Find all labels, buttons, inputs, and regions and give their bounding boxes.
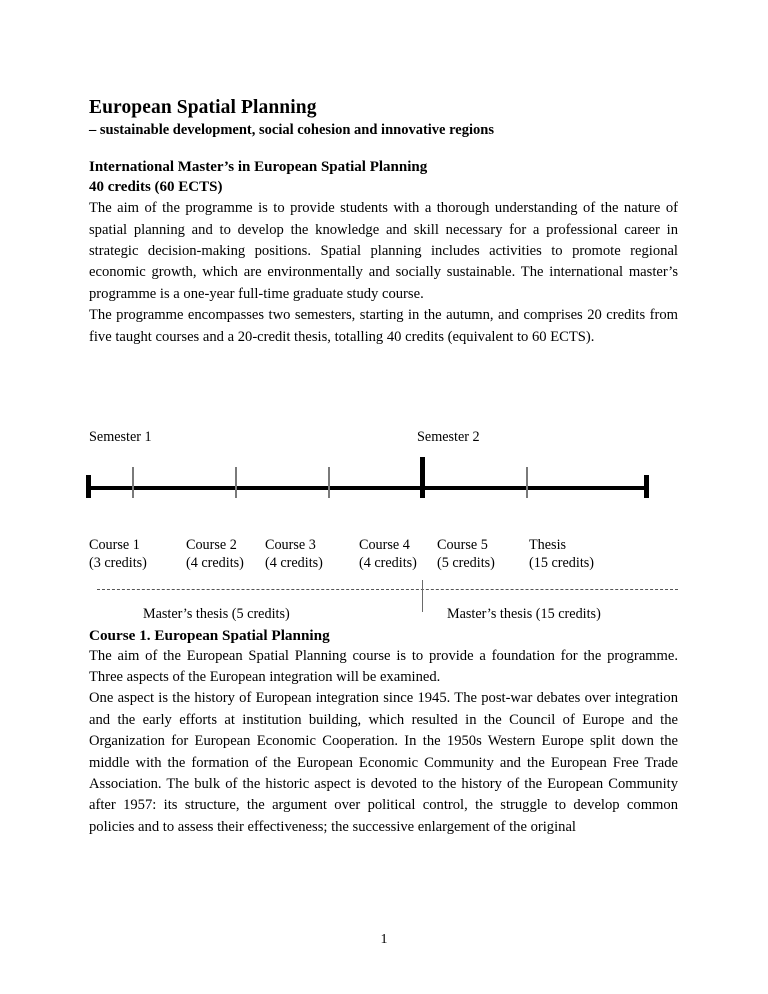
course-credits: (15 credits): [529, 555, 595, 572]
course-credits: (4 credits): [265, 555, 323, 572]
paragraph-aim: The aim of the programme is to provide students with a thorough understanding of the nature of spatial planning and to develop the knowledge and skill necessary for a professional career in strategic decision-making positions. Spatial planning includes activities to promote regional economic growth, which are environmentally and socially sustainable. The international master’s programme is a one-year full-time graduate study course.: [89, 200, 678, 302]
programme-credits: 40 credits (60 ECTS): [89, 179, 223, 196]
course-name: Course 3: [265, 537, 316, 553]
course-credits: (4 credits): [359, 555, 417, 572]
paragraph-one-aspect: One aspect is the history of European integration since 1945. The post-war debates over integration and the early efforts at institution building, which resulted in the Council of Europe and the Organization for European Economic Cooperation. In the 1950s Western Europe split down the middle with the formation of the European Economic Community and the European Free Trade Association. The bulk of the historic aspect is devoted to the history of the European Community after 1957: its structure, the argument over political control, the struggle to develop common policies and to assess their effectiveness; the successive enlargement of the original: [89, 690, 678, 835]
course-name: Course 5: [437, 537, 488, 553]
paragraph-encompasses: The programme encompasses two semesters, starting in the autumn, and comprises 20 credits from five taught courses and a 20-credit thesis, totalling 40 credits (equivalent to 60 ECTS).: [89, 307, 678, 345]
section-heading-course-1: Course 1. European Spatial Planning: [89, 626, 330, 644]
course-name: Course 1: [89, 537, 140, 553]
document-body: [89, 96, 678, 838]
course-credits: (5 credits): [437, 555, 495, 572]
thesis-caption-semester-2: Master’s thesis (15 credits): [447, 606, 601, 622]
course-credits: (4 credits): [186, 555, 244, 572]
page-number: 1: [380, 932, 388, 947]
programme-title: International Master’s in European Spatial Planning: [89, 159, 428, 176]
semester-2-label: Semester 2: [417, 429, 480, 445]
page-title: European Spatial Planning: [89, 97, 317, 118]
semester-1-label: Semester 1: [89, 429, 152, 445]
thesis-caption-semester-1: Master’s thesis (5 credits): [143, 606, 290, 622]
course-name: Thesis: [529, 537, 567, 553]
paragraph-course1-intro: The aim of the European Spatial Planning course is to provide a foundation for the programme. Three aspects of the European integration will be examined.: [89, 647, 678, 686]
course-credits: (3 credits): [89, 555, 147, 572]
course-name: Course 2: [186, 537, 237, 553]
page-subtitle: – sustainable development, social cohesion and innovative regions: [89, 122, 494, 138]
course-name: Course 4: [359, 537, 410, 553]
